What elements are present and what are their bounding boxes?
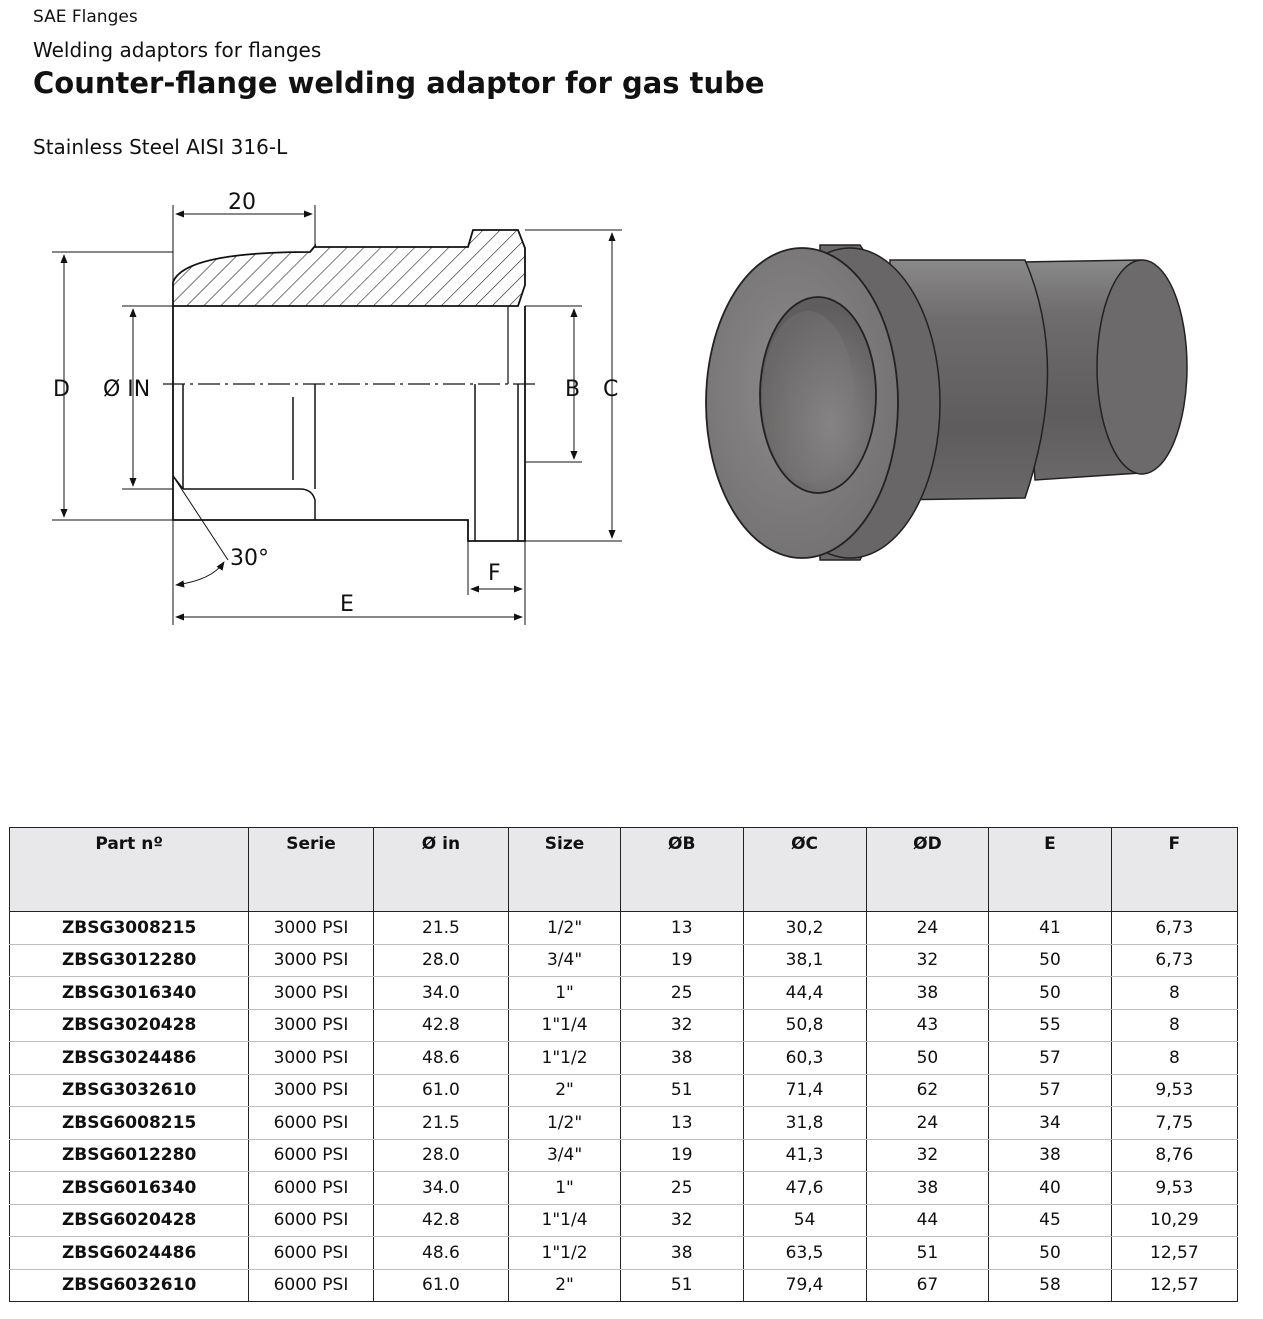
table-cell: 38 [866, 1172, 989, 1205]
table-cell: 57 [989, 1074, 1111, 1107]
table-cell: 21.5 [373, 1107, 509, 1140]
table-cell: 10,29 [1111, 1204, 1237, 1237]
table-cell: 19 [620, 944, 743, 977]
column-header: ØC [743, 828, 866, 912]
table-cell: 48.6 [373, 1042, 509, 1075]
table-cell: 1" [509, 977, 621, 1010]
table-row [10, 1204, 1238, 1237]
table-cell: 44 [866, 1204, 989, 1237]
table-cell: 48.6 [373, 1237, 509, 1270]
table-cell: 6000 PSI [249, 1172, 373, 1205]
table-cell: 45 [989, 1204, 1111, 1237]
breadcrumb-subcategory: Welding adaptors for flanges [33, 38, 322, 62]
column-header: E [989, 828, 1111, 912]
table-cell: 62 [866, 1074, 989, 1107]
part-number-cell: ZBSG6024486 [10, 1237, 249, 1270]
table-cell: 32 [866, 1139, 989, 1172]
table-row [10, 1009, 1238, 1042]
table-cell: 71,4 [743, 1074, 866, 1107]
table-body [10, 912, 1238, 1302]
table-cell: 61.0 [373, 1074, 509, 1107]
table-cell: 63,5 [743, 1237, 866, 1270]
part-number-cell: ZBSG6032610 [10, 1269, 249, 1302]
table-cell: 3000 PSI [249, 977, 373, 1010]
technical-drawing [0, 175, 660, 645]
dim-label-in: Ø IN [103, 377, 151, 402]
table-cell: 51 [620, 1074, 743, 1107]
dim-label-f: F [488, 561, 501, 586]
table-cell: 12,57 [1111, 1269, 1237, 1302]
material-label: Stainless Steel AISI 316-L [33, 135, 288, 159]
table-cell: 6,73 [1111, 944, 1237, 977]
breadcrumb-category: SAE Flanges [33, 7, 138, 27]
table-cell: 9,53 [1111, 1172, 1237, 1205]
table-row [10, 1074, 1238, 1107]
table-cell: 32 [620, 1009, 743, 1042]
table-cell: 34.0 [373, 1172, 509, 1205]
table-cell: 38,1 [743, 944, 866, 977]
table-cell: 6000 PSI [249, 1237, 373, 1270]
table-cell: 8 [1111, 977, 1237, 1010]
product-render [690, 215, 1210, 585]
table-cell: 6000 PSI [249, 1107, 373, 1140]
table-cell: 9,53 [1111, 1074, 1237, 1107]
table-cell: 28.0 [373, 1139, 509, 1172]
table-cell: 8,76 [1111, 1139, 1237, 1172]
table-cell: 3000 PSI [249, 944, 373, 977]
part-number-cell: ZBSG3016340 [10, 977, 249, 1010]
table-cell: 60,3 [743, 1042, 866, 1075]
dim-label-d: D [53, 377, 70, 402]
page-title: Counter-flange welding adaptor for gas tube [33, 66, 765, 100]
dim-label-30: 30° [230, 546, 269, 571]
table-cell: 1"1/4 [509, 1204, 621, 1237]
table-row [10, 1269, 1238, 1302]
table-row [10, 944, 1238, 977]
table-cell: 55 [989, 1009, 1111, 1042]
table-cell: 41 [989, 912, 1111, 945]
table-header-row [10, 828, 1238, 912]
table-cell: 3000 PSI [249, 1042, 373, 1075]
table-cell: 38 [989, 1139, 1111, 1172]
table-cell: 61.0 [373, 1269, 509, 1302]
table-cell: 57 [989, 1042, 1111, 1075]
part-number-cell: ZBSG3020428 [10, 1009, 249, 1042]
table-cell: 2" [509, 1269, 621, 1302]
table-cell: 42.8 [373, 1204, 509, 1237]
part-number-cell: ZBSG6016340 [10, 1172, 249, 1205]
table-cell: 28.0 [373, 944, 509, 977]
table-cell: 67 [866, 1269, 989, 1302]
part-number-cell: ZBSG3008215 [10, 912, 249, 945]
table-cell: 44,4 [743, 977, 866, 1010]
column-header: Serie [249, 828, 373, 912]
table-cell: 58 [989, 1269, 1111, 1302]
part-number-cell: ZBSG6012280 [10, 1139, 249, 1172]
table-cell: 2" [509, 1074, 621, 1107]
table-cell: 51 [866, 1237, 989, 1270]
table-cell: 6,73 [1111, 912, 1237, 945]
table-cell: 50 [989, 1237, 1111, 1270]
table-cell: 47,6 [743, 1172, 866, 1205]
table-cell: 41,3 [743, 1139, 866, 1172]
table-cell: 25 [620, 977, 743, 1010]
part-number-cell: ZBSG3012280 [10, 944, 249, 977]
part-number-cell: ZBSG3024486 [10, 1042, 249, 1075]
table-cell: 24 [866, 1107, 989, 1140]
table-cell: 42.8 [373, 1009, 509, 1042]
table-row [10, 1107, 1238, 1140]
table-cell: 3000 PSI [249, 1009, 373, 1042]
table-cell: 1"1/2 [509, 1237, 621, 1270]
dim-label-20: 20 [228, 190, 256, 215]
column-header: Ø in [373, 828, 509, 912]
table-cell: 54 [743, 1204, 866, 1237]
table-cell: 19 [620, 1139, 743, 1172]
part-number-cell: ZBSG6020428 [10, 1204, 249, 1237]
table-cell: 32 [620, 1204, 743, 1237]
table-cell: 24 [866, 912, 989, 945]
table-row [10, 977, 1238, 1010]
table-cell: 1/2" [509, 912, 621, 945]
table-cell: 51 [620, 1269, 743, 1302]
table-cell: 8 [1111, 1009, 1237, 1042]
column-header: F [1111, 828, 1237, 912]
table-cell: 1/2" [509, 1107, 621, 1140]
column-header: ØB [620, 828, 743, 912]
table-cell: 50 [989, 944, 1111, 977]
part-number-cell: ZBSG6008215 [10, 1107, 249, 1140]
table-cell: 6000 PSI [249, 1204, 373, 1237]
section-hatch [173, 230, 525, 306]
dim-label-e: E [340, 592, 354, 617]
table-cell: 50 [866, 1042, 989, 1075]
table-cell: 3/4" [509, 1139, 621, 1172]
table-cell: 13 [620, 912, 743, 945]
table-cell: 30,2 [743, 912, 866, 945]
table-cell: 3000 PSI [249, 1074, 373, 1107]
column-header: ØD [866, 828, 989, 912]
table-cell: 1"1/2 [509, 1042, 621, 1075]
table-cell: 31,8 [743, 1107, 866, 1140]
table-row [10, 1237, 1238, 1270]
table-cell: 32 [866, 944, 989, 977]
table-cell: 38 [866, 977, 989, 1010]
table-cell: 8 [1111, 1042, 1237, 1075]
table-row [10, 1139, 1238, 1172]
table-cell: 50,8 [743, 1009, 866, 1042]
table-cell: 25 [620, 1172, 743, 1205]
table-cell: 3/4" [509, 944, 621, 977]
table-cell: 38 [620, 1237, 743, 1270]
table-cell: 34.0 [373, 977, 509, 1010]
column-header: Part nº [10, 828, 249, 912]
table-row [10, 912, 1238, 945]
table-cell: 6000 PSI [249, 1269, 373, 1302]
dim-label-b: B [565, 377, 581, 402]
table-row [10, 1172, 1238, 1205]
table-cell: 7,75 [1111, 1107, 1237, 1140]
table-cell: 12,57 [1111, 1237, 1237, 1270]
table-cell: 1"1/4 [509, 1009, 621, 1042]
specs-table [9, 827, 1238, 1302]
table-cell: 1" [509, 1172, 621, 1205]
table-cell: 6000 PSI [249, 1139, 373, 1172]
table-cell: 43 [866, 1009, 989, 1042]
part-number-cell: ZBSG3032610 [10, 1074, 249, 1107]
table-cell: 13 [620, 1107, 743, 1140]
column-header: Size [509, 828, 621, 912]
table-cell: 40 [989, 1172, 1111, 1205]
table-cell: 50 [989, 977, 1111, 1010]
table-cell: 79,4 [743, 1269, 866, 1302]
table-row [10, 1042, 1238, 1075]
table-cell: 21.5 [373, 912, 509, 945]
table-cell: 38 [620, 1042, 743, 1075]
table-cell: 3000 PSI [249, 912, 373, 945]
table-cell: 34 [989, 1107, 1111, 1140]
dim-label-c: C [603, 377, 619, 402]
